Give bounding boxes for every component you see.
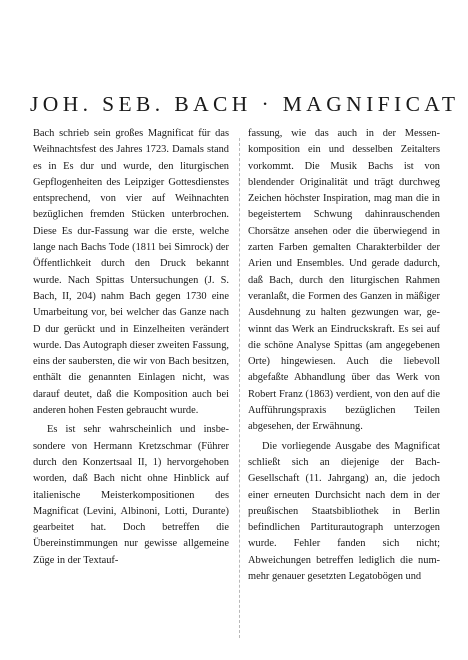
page-title: JOH. SEB. BACH · MAGNIFICAT — [30, 92, 460, 116]
paragraph-music-character: fassung, wie das auch in der Messenkomposition ein und desselben Zeitalters vorkommt. Die Musik Bachs ist von blendender Originalität und trägt durchweg Zeichen höchster Inspiration, mag man die in begeistertem Schwung dahinrauschenden Chorsätze ansehen oder die überwiegend in zarten Farben gemalten Charakterbilder der Arien und Ensembles. Und gerade dadurch, daß Bach, durch den liturgischen Rahmen veranlaßt, die Formen des Ganzen in mäßiger Ausdehnung zu halten gezwungen war, gewinnt das Werk an Eindruckskraft. Es sei auf die schöne Analyse Spittas (am angegebenen Orte) hingewiesen. Auch die liebevoll abgefaßte Abhandlung über das Werk von Robert Franz (1863) verdient, von den auf die Aufführungspraxis bezüglichen Teilen abgesehen, der Erwähnung. — [248, 128, 440, 433]
paragraph-history: Bach schrieb sein großes Magnificat für das Weihnachtsfest des Jahres 1723. Damals stand es in Es dur und wurde, den liturgischen Gepflogenheiten des Leipziger Gottesdienstes entsprechend, von vier auf Weihnachten bezüglichen fremden Stücken unterbrochen. Diese Es dur-Fassung war die erste, welche lange nach Bachs Tode (1811 bei Simrock) der Öffentlichkeit durch den Druck bekannt wurde. Nach Spittas Untersuchungen (J. S. Bach, II, 204) nahm Bach gegen 1730 eine Umarbeitung vor, bei welcher das Ganze nach D dur gerückt und in Einzelheiten verändert wurde. Das Autograph dieser zweiten Fassung, eins der saubersten, die wir von Bach besitzen, enthält die genannten Einlagen nicht, was darauf deutet, daß die Komposition auch bei anderen hohen Festen gebraucht wurde. — [33, 128, 229, 417]
paragraph-edition-notes: Die vorliegende Ausgabe des Magnificat schließt sich an diejenige der Bach-Gesellschaft (11. Jahrgang) an, die jedoch einer erneuten Durchsicht nach dem in der preußischen Staatsbibliothek in Berlin befindlichen Partiturautograph unterzogen wurde. Fehler fanden sich nicht; Abweichungen betreffen lediglich die nummehr genauer gesetzten Legatobögen und — [248, 440, 440, 583]
column-divider — [239, 138, 240, 638]
left-column — [33, 126, 229, 569]
right-column — [248, 126, 440, 585]
paragraph-italian-models: Es ist sehr wahrscheinlich und insbesondere von Hermann Kretzschmar (Führer durch den Konzertsaal II, 1) hervorgehoben worden, daß Bach nicht ohne Hinblick auf italienische Meisterkompositionen des Magnificat (Levini, Albinoni, Lotti, Durante) gearbeitet hat. Doch betreffen die Übereinstimmungen nur gewisse allgemeine Züge in der Textauf- — [33, 424, 229, 566]
